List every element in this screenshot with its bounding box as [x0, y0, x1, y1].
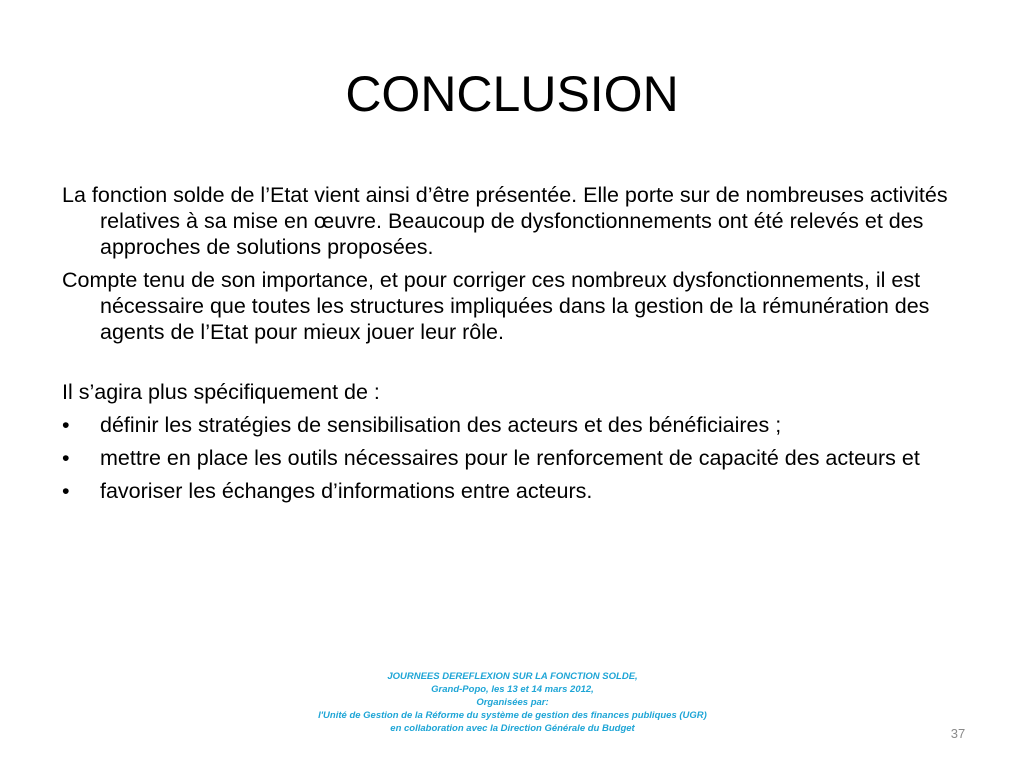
slide-body: [62, 182, 967, 511]
footer-line-date: Grand-Popo, les 13 et 14 mars 2012,: [431, 684, 594, 695]
bullet-item: [62, 478, 967, 504]
bullet-icon: •: [62, 479, 70, 503]
bullet-icon: •: [62, 446, 70, 470]
footer-line-organizer: l'Unité de Gestion de la Réforme du système de gestion des finances publiques (UGR): [318, 710, 707, 721]
paragraph-importance: Compte tenu de son importance, et pour corriger ces nombreux dysfonctionnements, il est nécessaire que toutes les structures impliquées dans la gestion de la rémunération des agents de l’Etat pour mieux jouer leur rôle.: [62, 268, 930, 344]
bullet-icon: •: [62, 413, 70, 437]
bullet-text: mettre en place les outils nécessaires pour le renforcement de capacité des acteurs et: [100, 446, 920, 470]
bullet-text: définir les stratégies de sensibilisation des acteurs et des bénéficiaires ;: [100, 413, 782, 437]
spacer: [62, 352, 967, 379]
footer-line-organizers-label: Organisées par:: [476, 697, 549, 708]
footer-line-collaboration: en collaboration avec la Direction Générale du Budget: [390, 723, 635, 734]
bullet-text: favoriser les échanges d’informations entre acteurs.: [100, 479, 593, 503]
page-number: 37: [950, 726, 966, 741]
slide-title: CONCLUSION: [345, 66, 679, 122]
bullet-item: [62, 445, 967, 471]
slide-footer: [200, 670, 825, 735]
paragraph-intro: Il s’agira plus spécifiquement de :: [62, 380, 380, 404]
bullet-item: [62, 412, 967, 438]
paragraph-summary: La fonction solde de l’Etat vient ainsi d’être présentée. Elle porte sur de nombreuses activités relatives à sa mise en œuvre. Beaucoup de dysfonctionnements ont été relevés et des approches de solutions proposées.: [62, 183, 948, 259]
footer-line-event: JOURNEES DEREFLEXION SUR LA FONCTION SOLDE,: [387, 671, 638, 682]
